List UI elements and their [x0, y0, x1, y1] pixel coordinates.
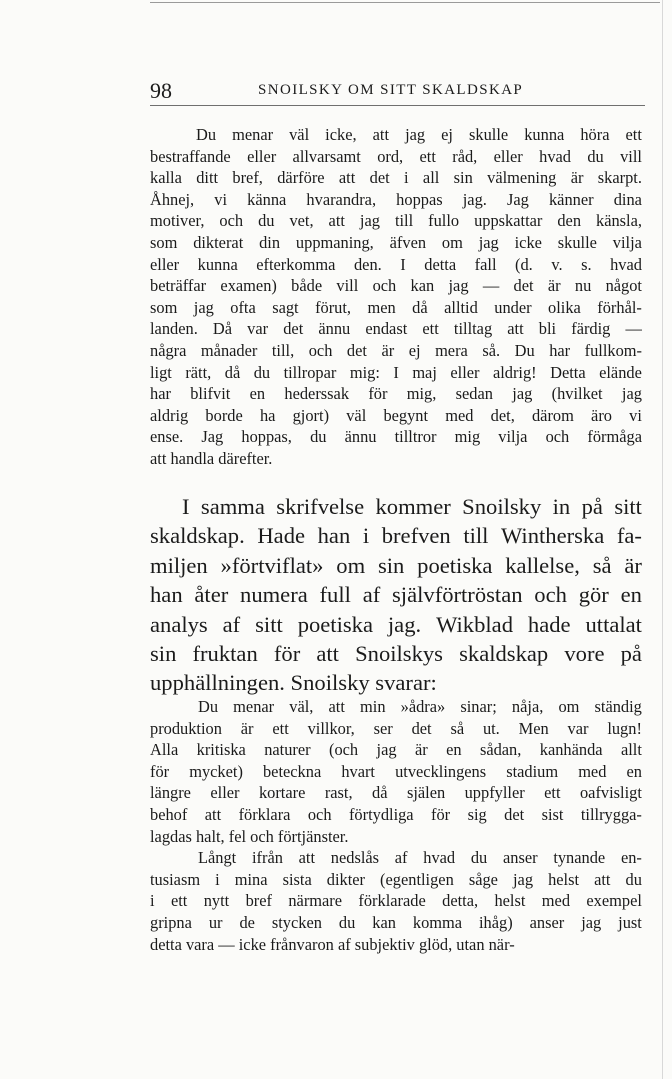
text-line: för mycket) beteckna hvart utvecklingens stadium med en [150, 761, 642, 781]
text-line: skaldskap. Hade han i brefven till Wintherska fa- [150, 523, 642, 549]
text-line: kalla ditt bref, därföre att det i all sin välmening är skarpt. [150, 168, 642, 188]
text-line: i ett nytt bref närmare förklarade detta, helst med exempel [150, 891, 642, 911]
page-number: 98 [150, 78, 172, 103]
text-line: några månader till, och det är ej mera så. Du har fullkom- [150, 340, 642, 360]
text-line: upphällningen. Snoilsky svarar: [150, 670, 437, 696]
text-line: Långt ifrån att nedslås af hvad du anser tynande en- [198, 848, 642, 868]
text-line: aldrig borde ha gjort) väl begynt med det, därom äro vi [150, 405, 642, 425]
text-line: produktion är ett villkor, ser det så ut. Men var lugn! [150, 718, 642, 738]
text-line: längre eller kortare rast, då själen uppfyller ett oafvisligt [150, 783, 642, 803]
text-line: Åhnej, vi känna hvarandra, hoppas jag. Jag känner dina [150, 189, 642, 209]
text-line: bestraffande eller allvarsamt ord, ett råd, eller hvad du vill [150, 146, 642, 166]
text-line: motiver, och du vet, att jag till fullo uppskattar den känsla, [150, 211, 642, 231]
text-line: lagdas halt, fel och förtjänster. [150, 826, 349, 846]
text-line: gripna ur de stycken du kan komma ihåg) anser jag just [150, 912, 642, 932]
text-line: som dikterat din uppmaning, äfven om jag icke skulle vilja [150, 232, 642, 252]
text-line: han åter numera full af självförtröstan och gör en [150, 582, 642, 608]
text-line: har blifvit en hederssak för mig, sedan jag (hvilket jag [150, 384, 642, 404]
body-paragraph [150, 492, 642, 698]
text-line: miljen »förtviflat» om sin poetiska kallelse, så är [150, 552, 642, 578]
letter-quote-2 [150, 696, 642, 955]
text-line: landen. Då var det ännu endast ett tilltag att bli färdig — [150, 319, 642, 339]
text-line: Alla kritiska naturer (och jag är en sådan, kanhända allt [150, 740, 642, 760]
text-line: Du menar väl icke, att jag ej skulle kunna höra ett [196, 125, 642, 144]
page-edge-line [662, 0, 663, 1079]
text-line: detta vara — icke frånvaron af subjektiv glöd, utan när- [150, 934, 515, 954]
text-line: att handla därefter. [150, 448, 273, 468]
text-line: tusiasm i mina sista dikter (egentligen såge jag helst att du [150, 869, 642, 889]
text-line: I samma skrifvelse kommer Snoilsky in på sitt [182, 494, 642, 519]
page-header [150, 72, 650, 106]
top-edge-rule [150, 2, 660, 3]
text-line: eller kunna efterkomma den. I detta fall (d. v. s. hvad [150, 254, 642, 274]
text-line: som jag ofta sagt förut, men då alltid under olika förhål- [150, 297, 642, 317]
letter-quote-1 [150, 124, 642, 470]
header-rule [150, 105, 645, 106]
text-line: ligt rätt, då du tillropar mig: I maj eller aldrig! Detta elände [150, 362, 642, 382]
text-line: Du menar väl, att min »ådra» sinar; nåja, om ständig [198, 697, 642, 716]
text-line: behof att förklara och förtydliga för sig det sist tillrygga- [150, 804, 642, 824]
text-line: ense. Jag hoppas, du ännu tilltror mig vilja och förmåga [150, 427, 642, 447]
text-line: analys af sitt poetiska jag. Wikblad hade uttalat [150, 611, 642, 637]
running-title: SNOILSKY OM SITT SKALDSKAP [258, 82, 524, 98]
text-line: sin fruktan för att Snoilskys skaldskap vore på [150, 640, 642, 666]
text-line: beträffar examen) både vill och kan jag — det är nu något [150, 276, 642, 296]
